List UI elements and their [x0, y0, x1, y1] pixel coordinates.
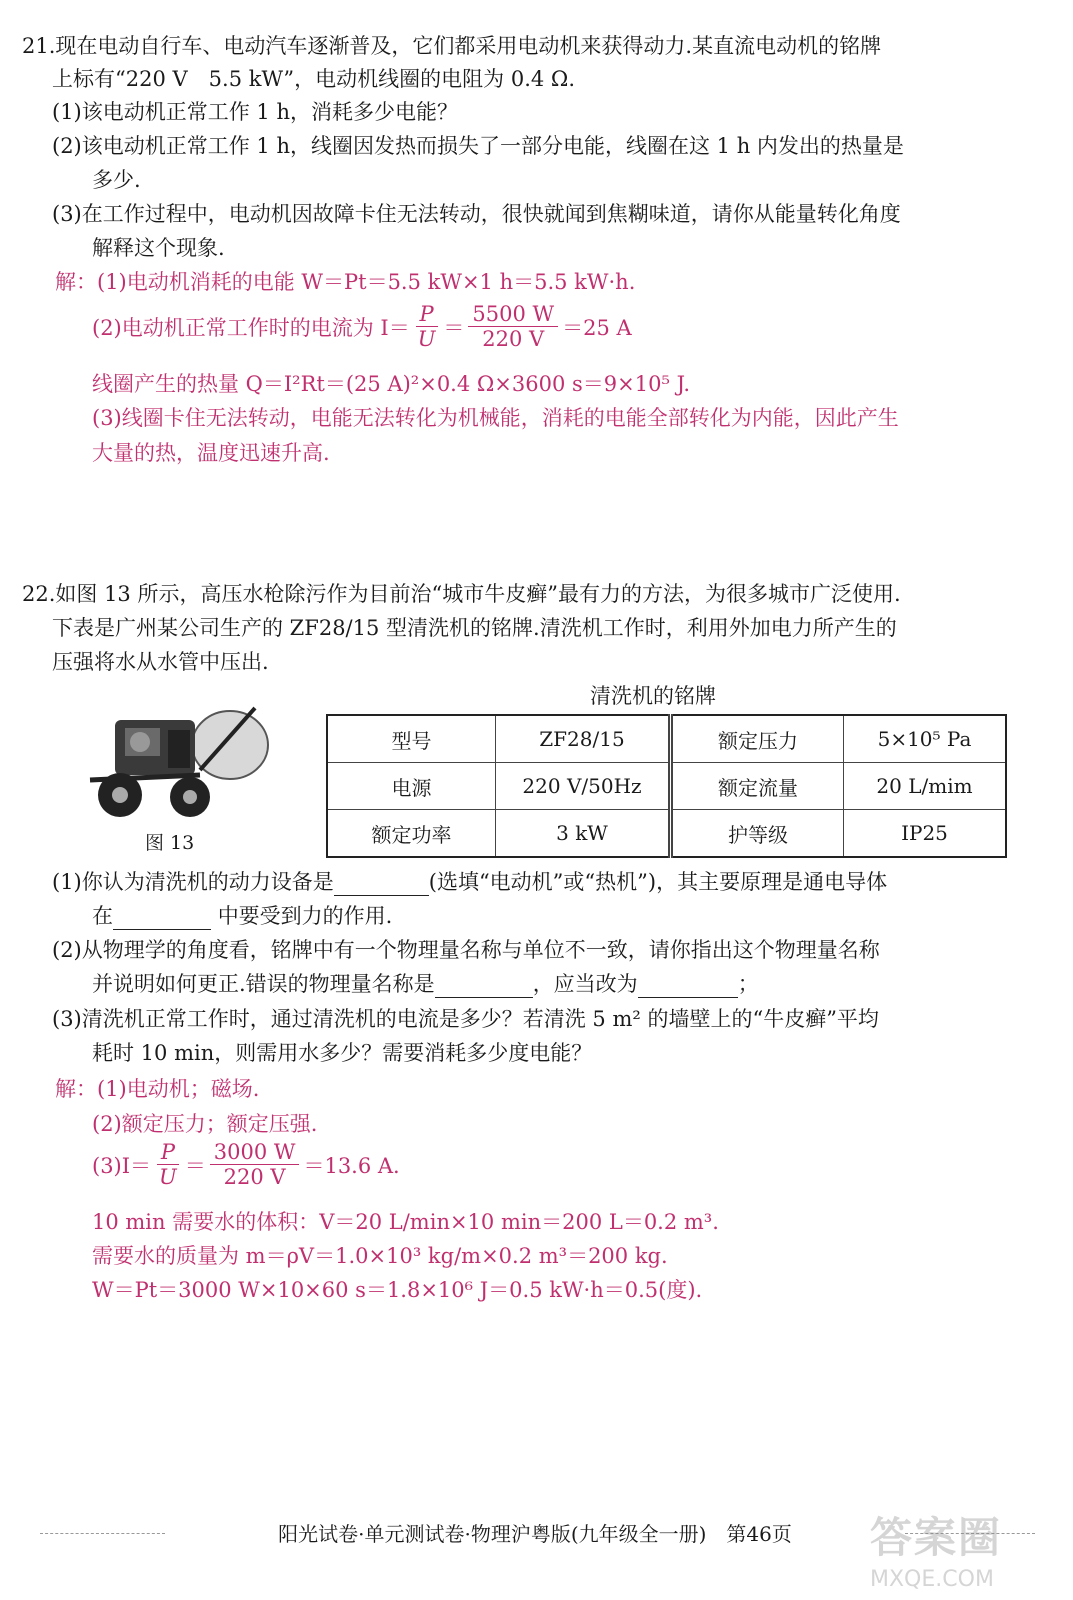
q22-part2-line2: [92, 968, 759, 998]
fraction-denominator: U: [159, 1165, 177, 1190]
table-row: [327, 715, 1006, 763]
q21-part2-line2: 多少.: [92, 168, 141, 192]
q21-answer-2-prefix: (2)电动机正常工作时的电流为 I＝: [92, 315, 410, 340]
q22-part1-line1: [52, 866, 887, 896]
q22-answer-2: (2)额定压力；额定压强.: [92, 1112, 318, 1136]
q21-part3-line2: 解释这个现象.: [92, 236, 225, 260]
fraction-numerator: 5500 W: [468, 302, 558, 327]
table-row: [327, 810, 1006, 858]
q22-answer-energy: W＝Pt＝3000 W×10×60 s＝1.8×10⁶ J＝0.5 kW·h＝0.5(度).: [92, 1278, 703, 1302]
page-footer: 阳光试卷·单元测试卷·物理沪粤版(九年级全一册) 第46页: [278, 1522, 792, 1546]
q22-part1-text: (选填“电动机”或“热机”)，其主要原理是通电导体: [428, 870, 888, 894]
table-row: [327, 763, 1006, 810]
q22-part1-line2: [92, 900, 392, 930]
q22-answer-3-prefix: (3)I＝: [92, 1153, 152, 1178]
fraction-numerator: P: [416, 302, 438, 327]
q22-part1-text: (1)你认为清洗机的动力设备是: [52, 870, 334, 894]
table-cell: 额定流量: [671, 763, 844, 810]
q22-part1-text: 在: [92, 904, 113, 928]
fraction-denominator: U: [417, 327, 436, 352]
fraction-denominator: 220 V: [482, 327, 545, 352]
table-cell: IP25: [844, 810, 1007, 858]
table-cell: 3 kW: [496, 810, 671, 858]
watermark-logo: [870, 1505, 1060, 1595]
q22-part3-line2: 耗时 10 min，则需用水多少？需要消耗多少度电能？: [92, 1041, 593, 1065]
fraction-numerator: 3000 W: [210, 1140, 300, 1165]
q22-answer-mass: 需要水的质量为 m＝ρV＝1.0×10³ kg/m×0.2 m³＝200 kg.: [92, 1244, 668, 1268]
footer-divider-left: [40, 1533, 165, 1534]
q21-answer-3-line2: 大量的热，温度迅速升高.: [92, 441, 330, 465]
q21-part1: (1)该电动机正常工作 1 h，消耗多少电能？: [52, 100, 458, 124]
table-cell: 护等级: [671, 810, 844, 858]
q22-stem-line1: 22.如图 13 所示，高压水枪除污作为目前治“城市牛皮癣”最有力的方法，为很多城市广泛使用.: [22, 582, 901, 606]
q21-answer-1: 解：(1)电动机消耗的电能 W＝Pt＝5.5 kW×1 h＝5.5 kW·h.: [55, 270, 636, 294]
table-cell: 20 L/mim: [844, 763, 1007, 810]
q21-part2-line1: (2)该电动机正常工作 1 h，线圈因发热而损失了一部分电能，线圈在这 1 h 内发出的热量是: [52, 134, 904, 158]
table-cell: 电源: [327, 763, 496, 810]
table-cell: 额定压力: [671, 715, 844, 763]
q21-stem-line2: 上标有“220 V 5.5 kW”，电动机线圈的电阻为 0.4 Ω.: [52, 67, 575, 91]
table-cell: ZF28/15: [496, 715, 671, 763]
q21-answer-2-suffix: ＝25 A: [562, 315, 632, 340]
answer-blank[interactable]: [435, 977, 533, 998]
figure-caption: 图 13: [145, 832, 195, 854]
q21-answer-heat: 线圈产生的热量 Q＝I²Rt＝(25 A)²×0.4 Ω×3600 s＝9×10⁵ J.: [92, 372, 691, 396]
q22-fraction-pu: [155, 1140, 181, 1189]
q22-part3-line1: (3)清洗机正常工作时，通过清洗机的电流是多少？若清洗 5 m² 的墙壁上的“牛皮癣”平均: [52, 1007, 879, 1031]
pressure-washer-image: [80, 700, 275, 825]
table-cell: 5×10⁵ Pa: [844, 715, 1007, 763]
nameplate-table: [326, 714, 1007, 858]
equals-sign: ＝: [184, 1153, 206, 1178]
nameplate-table-title: 清洗机的铭牌: [590, 684, 716, 708]
q21-part3-line1: (3)在工作过程中，电动机因故障卡住无法转动，很快就闻到焦糊味道，请你从能量转化角度: [52, 202, 901, 226]
q22-fraction-values: [210, 1140, 300, 1189]
q21-stem-line1: 21.现在电动自行车、电动汽车逐渐普及，它们都采用电动机来获得动力.某直流电动机的铭牌: [22, 34, 882, 58]
q22-stem-line2: 下表是广州某公司生产的 ZF28/15 型清洗机的铭牌.清洗机工作时，利用外加电力所产生的: [52, 616, 897, 640]
q22-part1-text: 中要受到力的作用.: [217, 904, 393, 928]
table-cell: 220 V/50Hz: [496, 763, 671, 810]
q22-part2-text: ；: [737, 972, 759, 996]
watermark-text: 答案圈: [870, 1513, 1003, 1562]
q21-fraction-pu: [414, 302, 440, 351]
q22-answer-volume: 10 min 需要水的体积：V＝20 L/min×10 min＝200 L＝0.2 m³.: [92, 1210, 719, 1234]
q22-part2-text: 并说明如何更正.错误的物理量名称是: [92, 972, 435, 996]
q22-part2-text: ，应当改为: [532, 972, 638, 996]
answer-blank[interactable]: [334, 875, 429, 896]
fraction-numerator: P: [157, 1140, 179, 1165]
q22-answer-3: [92, 1140, 400, 1189]
table-cell: 型号: [327, 715, 496, 763]
q21-answer-2: [92, 302, 632, 351]
q22-answer-1: 解：(1)电动机；磁场.: [55, 1077, 260, 1101]
watermark-url: MXQE.COM: [870, 1567, 994, 1592]
fraction-denominator: 220 V: [223, 1165, 286, 1190]
equals-sign: ＝: [443, 315, 465, 340]
q21-fraction-values: [468, 302, 558, 351]
table-cell: 额定功率: [327, 810, 496, 858]
answer-blank[interactable]: [113, 909, 211, 930]
q22-part2-line1: (2)从物理学的角度看，铭牌中有一个物理量名称与单位不一致，请你指出这个物理量名称: [52, 938, 880, 962]
q21-answer-3-line1: (3)线圈卡住无法转动，电能无法转化为机械能，消耗的电能全部转化为内能，因此产生: [92, 406, 899, 430]
q22-stem-line3: 压强将水从水管中压出.: [52, 650, 269, 674]
answer-blank[interactable]: [638, 977, 738, 998]
q22-answer-3-suffix: ＝13.6 A.: [303, 1153, 400, 1178]
